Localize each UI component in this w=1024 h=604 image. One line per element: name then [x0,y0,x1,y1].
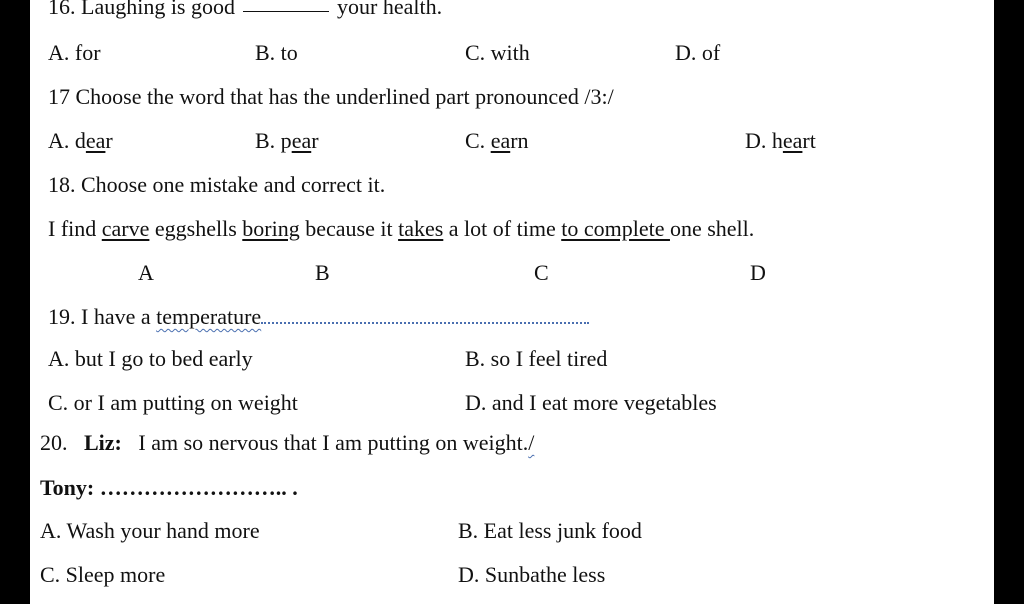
q16-suffix: your health. [337,0,443,19]
q17-option-d [745,128,816,154]
q17-option-c [465,128,529,154]
q18-label-b: B [315,260,330,285]
q20-option-c: C. Sleep more [40,562,166,587]
q20-number: 20. [40,430,68,455]
q20-answer-blank: …………………….. . [99,475,298,500]
q17-option-b [255,128,319,154]
q18-underline-c: takes [398,216,444,241]
q18-question: 18. Choose one mistake and correct it. [48,172,386,197]
q17-question: 17 Choose the word that has the underlined part pronounced /3:/ [48,84,614,109]
q16-prefix: 16. Laughing is good [48,0,235,19]
q18-label-a: A [138,260,154,285]
q19-stem-text: 19. I have a [48,304,157,329]
q17-b-rest: r [311,128,319,153]
q17-c-rest: rn [510,128,529,153]
q17-b-letter: B. p [255,128,292,153]
q16-stem [48,0,442,20]
q17-c-underlined: ea [490,128,511,153]
q18-underline-a: carve [101,216,150,241]
q17-d-underlined: ea [782,128,803,153]
q18-underline-d: to complete [561,216,670,241]
q17-b-underlined: ea [291,128,312,153]
q18-part-1: I find [48,216,102,241]
worksheet-page [30,0,994,604]
q17-a-underlined: ea [85,128,106,153]
q17-a-letter: A. d [48,128,86,153]
q19-answer-blank [261,310,589,324]
q19-option-b: B. so I feel tired [465,346,608,371]
q16-option-d: D. of [675,40,721,65]
q20-speaker-liz: Liz: [84,430,122,455]
q18-part-5: one shell. [669,216,755,241]
q18-part-4: a lot of time [443,216,562,241]
q19-option-d: D. and I eat more vegetables [465,390,717,415]
q18-part-3: because it [299,216,399,241]
q20-option-d: D. Sunbathe less [458,562,606,587]
q16-option-a: A. for [48,40,101,65]
q17-option-a [48,128,113,154]
q20-option-a: A. Wash your hand more [40,518,260,543]
q17-d-rest: rt [802,128,816,153]
q20-tony-line [40,475,298,501]
q17-d-letter: D. h [745,128,783,153]
q20-liz-mark: / [528,430,535,455]
q19-stem [48,304,589,330]
q17-a-rest: r [105,128,113,153]
q17-c-letter: C. [465,128,491,153]
q20-option-b: B. Eat less junk food [458,518,642,543]
q20-liz-line [40,430,534,456]
q18-part-2: eggshells [149,216,243,241]
q20-liz-text: I am so nervous that I am putting on weight. [138,430,529,455]
q18-sentence [48,216,754,242]
q18-label-d: D [750,260,766,285]
q19-stem-word: temperature [156,304,262,329]
q19-option-a: A. but I go to bed early [48,346,253,371]
q18-underline-b: boring [242,216,300,241]
q16-blank [243,10,329,12]
q20-speaker-tony: Tony: [40,475,95,500]
q16-option-c: C. with [465,40,530,65]
q16-option-b: B. to [255,40,298,65]
q19-option-c: C. or I am putting on weight [48,390,298,415]
q18-label-c: C [534,260,549,285]
